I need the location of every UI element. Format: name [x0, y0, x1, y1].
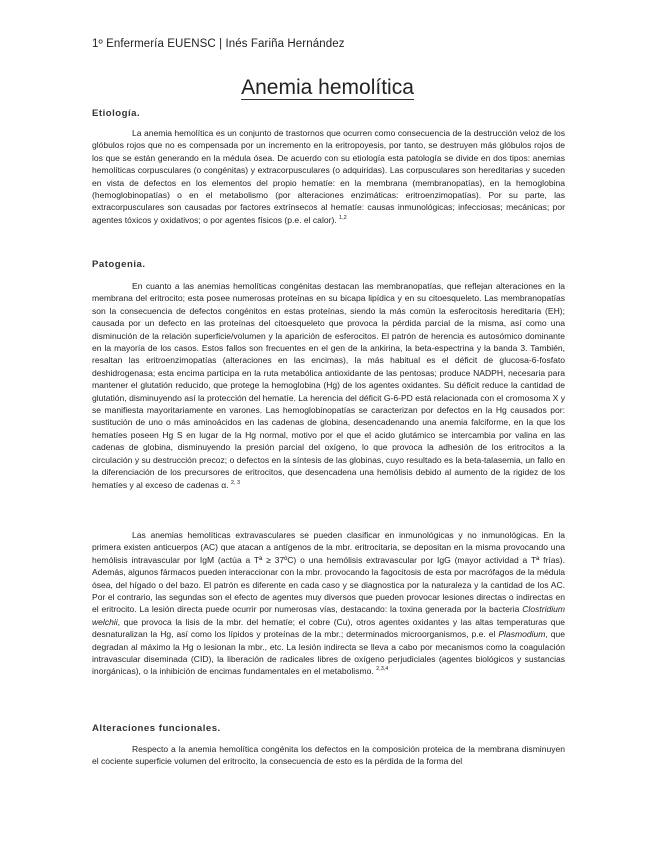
paragraph-etiologia: [92, 127, 565, 226]
italic-organism-name: Plasmodium: [498, 629, 546, 640]
heading-alteraciones: Alteraciones funcionales.: [92, 723, 221, 734]
paragraph-alteraciones: [92, 743, 565, 768]
reference-superscript: 1,2: [339, 214, 347, 221]
heading-patogenia: Patogenia.: [92, 259, 146, 270]
reference-superscript: 2,3,4: [376, 666, 389, 673]
paragraph-patogenia-2: [92, 529, 565, 678]
paragraph-text: Respecto a la anemia hemolítica congénita los defectos en la composición proteica de la membrana disminuyen el cociente superficie volumen del eritrocito, la consecuencia de esto es la pérdida de la forma del: [92, 744, 565, 767]
page-header: 1º Enfermería EUENSC | Inés Fariña Hernández: [92, 38, 345, 50]
paragraph-text: La anemia hemolítica es un conjunto de trastornos que ocurren como consecuencia de la destrucción veloz de los glóbulos rojos que no es compensada por un incremento en la eritropoyesis, por tanto, se destruyen más glóbulos rojos de los que se están generando en la médula ósea. De acuerdo con su etiología esta patología se divide en dos tipos: anemias hemolíticas corpusculares (o congénitas) y extracorpusculares (o adquiridas). Las corpusculares son hereditarias y suceden en vista de defectos en los elementos del propio hematíe: en la membrana (membranopatías), en la hemoglobina (hemoglobinopatías) o en el metabolismo (por alteraciones enzimáticas: eritroenzimopatías). Por su parte, las extracorpusculares son causadas por factores extrínsecos al hematíe: causas inmunológicas; infecciosas; mecánicas; por agentes tóxicos y oxidativos; o por agentes físicos (p.e. el calor).: [92, 128, 565, 225]
heading-etiologia: Etiología.: [92, 108, 141, 119]
document-title: [0, 76, 655, 100]
paragraph-text: En cuanto a las anemias hemolíticas congénitas destacan las membranopatías, que reflejan alteraciones en la membrana del eritrocito; esta posee numerosas proteínas en su bicapa lipídica y en su citoesqueleto. Las membranopatías son la consecuencia de defectos congénitos en estas proteínas, siendo la más común la esferocitosis hereditaria (EH); causada por un defecto en las proteínas del citoesqueleto que provoca la pérdida parcial de la misma, así como una disminución de la relación superficie/volumen y la aparición de esferocitos. El patrón de herencia es autosómico dominante en la mayoría de los casos. Estos fallos son frecuentes en el gen de la ankirina, la beta-espectrina y la banda 3. También, resaltan las eritroenzimopatías (alteraciones en las encimas), la más habitual es el déficit de glucosa-6-fosfato deshidrogenasa; esta encima participa en la ruta metabólica antioxidante de las pentosas; produce NADPH, necesaria para mantener el glutatión reducido, que protege la hemoglobina (Hg) de los agentes oxidantes. Su déficit reduce la cantidad de glutatión, disminuyendo así la protección del hematíe. La herencia del déficit G-6-PD está relacionada con el cromosoma X y se manifiesta mayoritariamente en varones. Las hemoglobinopatías se caracterizan por defectos en la Hg causados por: sustitución de uno o más aminoácidos en las cadenas de globina, desencadenando una anemia falciforme, en la que los hematíes poseen Hg S en lugar de la Hg normal, motivo por el que el acido glutámico se intercambia por valina en las cadenas de globina, disminuyendo la presión parcial del oxígeno, lo que provoca la adhesión de los eritrocitos a la circulación y su destrucción precoz; o defectos en la síntesis de las globinas, cuyo resultado es la beta-talasemia, un fallo en la diferenciación de los precursores de eritrocitos, que desencadena una hemólisis debido al aumento de la rigidez de los hematíes y al exceso de cadenas α.: [92, 281, 565, 490]
document-title-text: Anemia hemolítica: [241, 76, 414, 99]
paragraph-text-part: , que provoca la lisis de la mbr. del hematíe; el cobre (Cu), otros agentes oxidantes y las altas temperaturas que desnaturalizan la Hg, así como los lípidos y proteínas de la mbr.; determinados microorganismos, p.e. el: [92, 616, 565, 640]
reference-superscript: 2, 3: [230, 479, 241, 486]
paragraph-text-part: , que degradan al máximo la Hg o lesionan la mbr., etc. La lesión indirecta se lleva a cabo por mecanismos como la coagulación intravascular diseminada (CID), la liberación de radicales libres de oxígeno perjudiciales (agentes biológicos y sustancias inorgánicas), o la inhibición de encimas fundamentales en el metabolismo.: [92, 629, 565, 677]
paragraph-patogenia-1: [92, 280, 565, 491]
paragraph-text-part: Las anemias hemolíticas extravasculares se pueden clasificar en inmunológicas y no inmunológicas. En la primera existen anticuerpos (AC) que atacan a antígenos de la mbr. eritrocitaria, se depositan en la misma provocando una hemólisis intravascular por IgM (actúa a Tª ≥ 37ºC) o una hemólisis extravascular por IgG (mayor actividad a Tª frías). Además, algunos fármacos pueden interaccionar con la mbr. provocando la fagocitosis de esta por macrófagos de la médula ósea, del hígado o del bazo. El patrón es diferente en cada caso y se diagnostica por la naturaleza y la cantidad de los AC. Por el contrario, las segundas son el efecto de agentes muy diversos que pueden provocar lesiones directas o indirectas en el eritrocito. La lesión directa puede ocurrir por numerosas vías, destacando: la toxina generada por la bacteria: [92, 530, 565, 615]
italic-organism-name: Clostridium welchii: [92, 604, 565, 627]
